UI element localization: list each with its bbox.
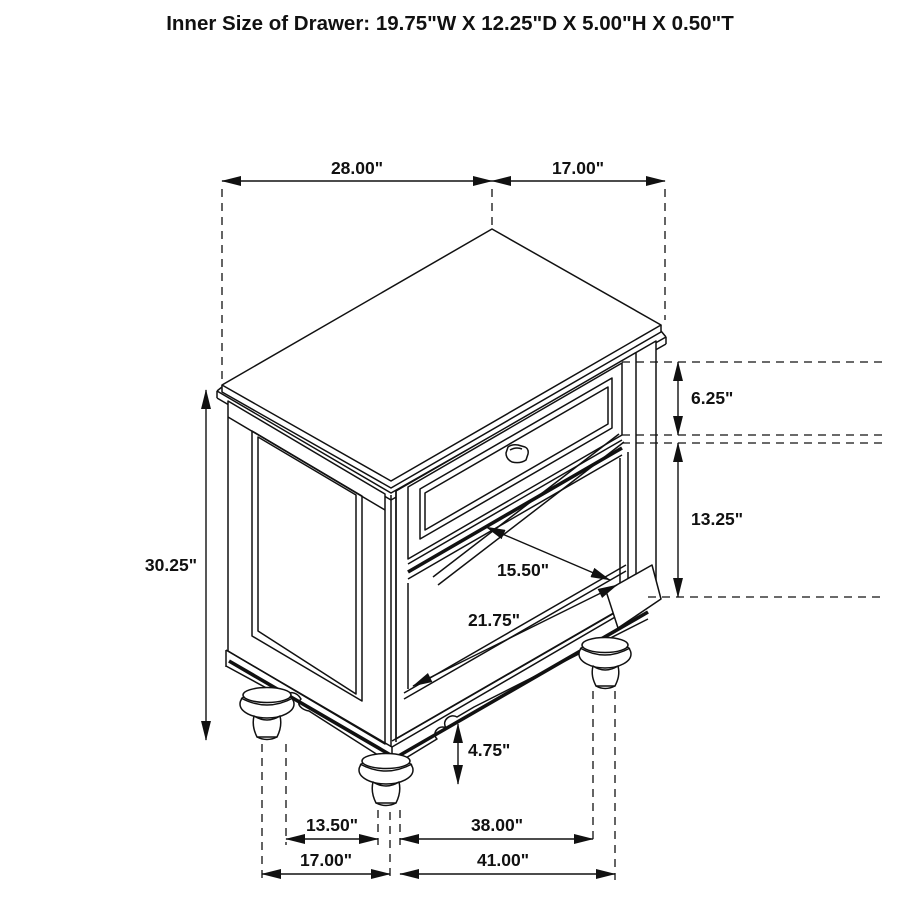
dim-opening-height-label: 13.25" <box>691 509 744 529</box>
dim-leg-span-side-label: 13.50" <box>305 815 359 835</box>
dim-apron-floor-label: 4.75" <box>468 740 511 760</box>
dim-base-side-label: 17.00" <box>299 850 353 870</box>
drawing-title: Inner Size of Drawer: 19.75"W X 12.25"D X 5.00"H X 0.50"T <box>166 12 734 35</box>
front-leg <box>359 754 413 806</box>
dim-top-side-label: 28.00" <box>330 158 384 178</box>
nightstand-drawing <box>217 229 666 806</box>
dim-base-front-label: 41.00" <box>476 850 530 870</box>
back-left-leg <box>240 688 294 740</box>
dim-drawer-height-label: 6.25" <box>691 388 734 408</box>
dim-leg-span-front-label: 38.00" <box>470 815 524 835</box>
dim-shelf-depth-label: 15.50" <box>496 560 550 580</box>
dim-top-front-label: 17.00" <box>551 158 605 178</box>
dim-overall-height-label: 30.25" <box>144 555 197 575</box>
dim-opening-width-label: 21.75" <box>467 610 521 630</box>
right-leg <box>579 638 631 689</box>
